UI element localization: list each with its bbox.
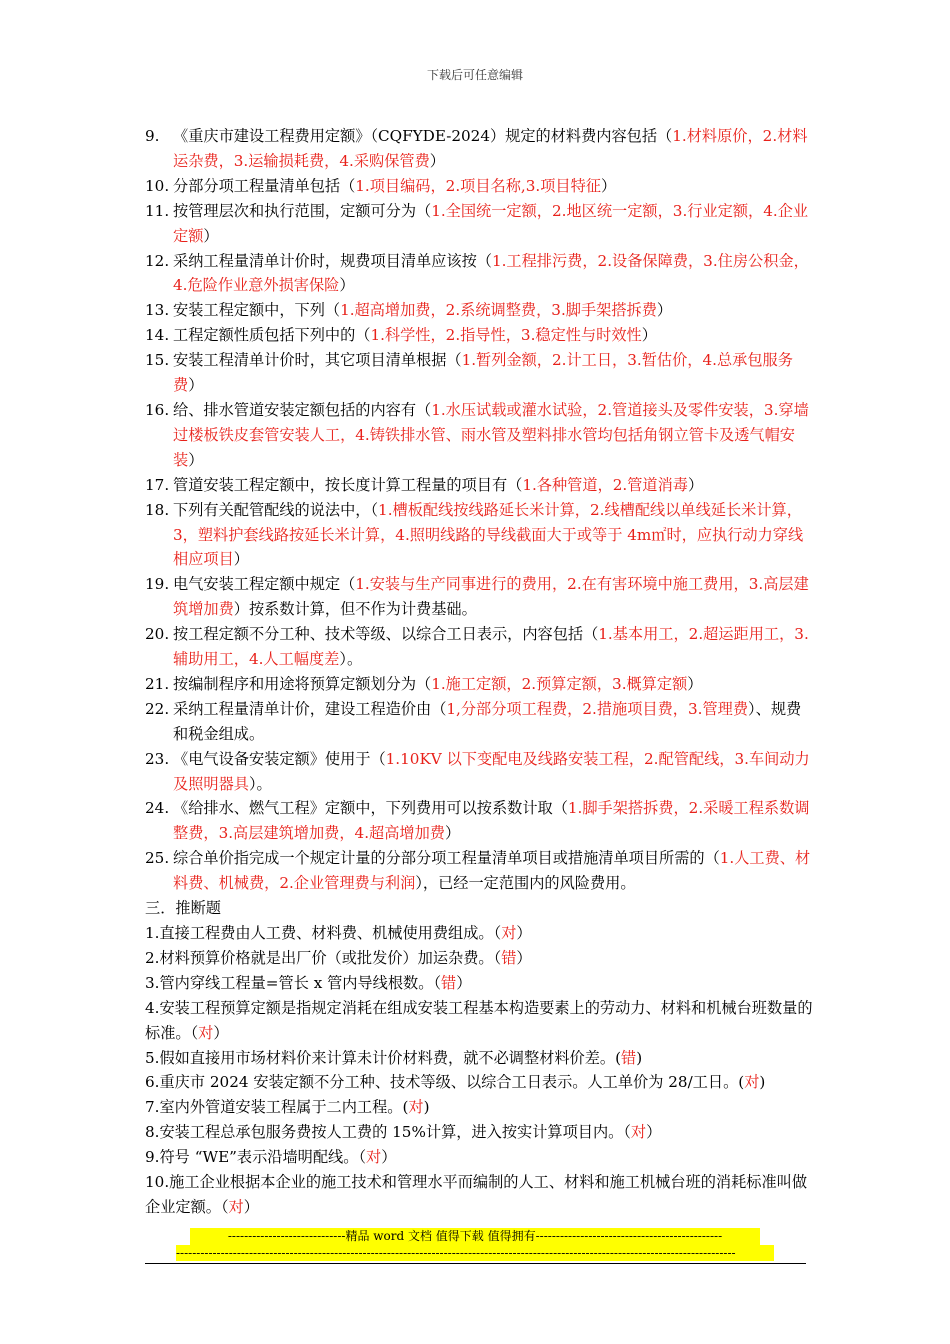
judgment-item [145, 971, 813, 996]
judgment-item [145, 921, 813, 946]
answer-text: 错 [621, 1048, 637, 1067]
answer-text: 对 [366, 1148, 382, 1167]
question-text: ） [381, 1148, 397, 1167]
answer-text: 1.各种管道，2.管道消毒 [522, 475, 688, 494]
judgment-item [145, 1170, 813, 1220]
question-text: ） [656, 301, 673, 320]
section-title: 三．推断题 [145, 899, 221, 918]
question-text: 下列有关配管配线的说法中，（ [173, 500, 379, 519]
page-header: 下载后可任意编辑 [426, 68, 523, 82]
list-item [145, 398, 813, 473]
question-text: 电气安装工程定额中规定（ [173, 575, 356, 594]
answer-text: 1,分部分项工程费，2.措施项目费，3.管理费 [446, 699, 749, 718]
multiple-choice-list [145, 124, 813, 896]
question-text: ） [687, 674, 703, 693]
list-item [145, 846, 813, 896]
item-number: 15. [145, 351, 170, 370]
question-text: ） [243, 1197, 259, 1216]
question-text: ）、规费和税金组成。 [173, 699, 802, 743]
list-item [145, 572, 813, 622]
question-text: 分部分项工程量清单包括（ [173, 176, 356, 195]
item-number: 25. [145, 849, 170, 868]
list-item [145, 672, 813, 697]
judgment-list [145, 921, 813, 1220]
answer-text: 1.材料原价，2.材料运杂费，3.运输损耗费，4.采购保管费 [173, 127, 808, 170]
answer-text: 对 [630, 1123, 647, 1142]
answer-text: 1.安装与生产同事进行的费用，2.在有害环境中施工费用，3.高层建筑增加费 [173, 575, 809, 619]
question-text: ）。 [248, 774, 272, 793]
answer-text: 1.施工定额，2.预算定额，3.概算定额 [431, 674, 688, 693]
answer-text: 1.水压试载或灌水试验，2.管道接头及零件安装，3.穿墙过楼板铁皮套管安装人工，4.铸铁排水管、雨水管及塑料排水管均包括角钢立管卡及透气帽安装 [173, 400, 809, 469]
item-number: 20. [145, 625, 170, 644]
list-item [145, 124, 813, 174]
question-text: 综合单价指完成一个规定计量的分部分项工程量清单项目或措施清单项目所需的（ [173, 849, 720, 868]
question-text: 1.直接工程费由人工费、材料费、机械使用费组成。（ [145, 924, 502, 942]
item-number: 10. [145, 176, 170, 195]
list-item [145, 498, 813, 573]
question-text: ） [233, 550, 249, 569]
question-text: 9.符号 “WE”表示沿墙明配线。（ [145, 1148, 367, 1167]
list-item [145, 174, 813, 199]
item-number: 19. [145, 575, 170, 594]
question-text: ) [636, 1048, 643, 1067]
answer-text: 对 [198, 1023, 214, 1042]
item-number: 23. [145, 749, 170, 768]
question-text: ） [646, 1123, 662, 1142]
item-number: 24. [145, 799, 170, 818]
judgment-item [145, 1070, 813, 1095]
item-number: 13. [145, 301, 170, 320]
answer-text: 1.槽板配线按线路延长米计算，2.线槽配线以单线延长米计算，3，塑料护套线路按延长米计算，4.照明线路的导线截面大于或等于 4m㎡时，应执行动力穿线相应项目 [173, 500, 804, 569]
footer-banner: -----------------------------精品 word 文档 值得下载 值得拥有---------------------------------------------- [190, 1228, 760, 1245]
list-item [145, 323, 813, 348]
question-text: 《电气设备安装定额》使用于（ [173, 749, 386, 768]
answer-text: 1.全国统一定额，2.地区统一定额，3.行业定额，4.企业定额 [173, 201, 809, 245]
question-text: 6.重庆市 2024 安装定额不分工种、技术等级、以综合工日表示。人工单价为 28/工日。( [145, 1073, 745, 1092]
question-text: 2.材料预算价格就是出厂价（或批发价）加运杂费。（ [145, 948, 502, 967]
question-text: ）按系数计算，但不作为计费基础。 [233, 600, 477, 619]
document-body [145, 124, 813, 1220]
question-text: ），已经一定范围内的风险费用。 [415, 874, 636, 893]
question-text: 按编制程序和用途将预算定额划分为（ [173, 674, 432, 693]
question-text: 工程定额性质包括下列中的（ [173, 326, 371, 345]
list-item [145, 796, 813, 846]
question-text: 采纳工程量清单计价，建设工程造价由（ [173, 699, 447, 718]
question-text: 管道安装工程定额中，按长度计算工程量的项目有（ [173, 475, 523, 494]
question-text: ) [423, 1098, 430, 1117]
question-text: ) [759, 1073, 766, 1092]
list-item [145, 298, 813, 323]
answer-text: 1.超高增加费，2.系统调整费，3.脚手架搭拆费 [340, 301, 657, 320]
question-text: 按工程定额不分工种、技术等级、以综合工日表示，内容包括（ [173, 625, 599, 644]
answer-text: 1.工程排污费，2.设备保障费，3.住房公积金，4.危险作业意外损害保险 [173, 251, 809, 295]
judgment-item [145, 1095, 813, 1120]
question-text: 8.安装工程总承包服务费按人工费的 15%计算，进入按实计算项目内。（ [145, 1123, 631, 1142]
question-text: 10.施工企业根据本企业的施工技术和管理水平而编制的人工、材料和施工机械台班的消耗标准叫做企业定额。（ [145, 1173, 808, 1216]
list-item [145, 697, 813, 747]
question-text: ） [188, 376, 204, 395]
question-text: ） [188, 450, 204, 469]
judgment-item [145, 1145, 813, 1170]
list-item [145, 249, 813, 299]
item-number: 17. [145, 475, 170, 494]
question-text: ） [687, 475, 704, 494]
answer-text: 1.项目编码，2.项目名称,3.项目特征 [355, 176, 601, 195]
footer-dash-line: ------------------------------------------------------------------------------------------------------------------------------------------ [176, 1245, 774, 1261]
question-text: 《给排水、燃气工程》定额中，下列费用可以按系数计取（ [173, 799, 568, 818]
question-text: ） [641, 326, 657, 345]
list-item [145, 622, 813, 672]
judgment-item [145, 1046, 813, 1071]
question-text: ）。 [339, 650, 363, 669]
answer-text: 1.人工费、材料费、机械费，2.企业管理费与利润 [173, 849, 811, 893]
item-number: 14. [145, 326, 170, 345]
question-text: 安装工程定额中，下列（ [173, 301, 341, 320]
question-text: 4.安装工程预算定额是指规定消耗在组成安装工程基本构造要素上的劳动力、材料和机械台班数量的标准。（ [145, 998, 813, 1042]
judgment-item [145, 996, 813, 1046]
question-text: 采纳工程量清单计价时，规费项目清单应该按（ [173, 251, 492, 270]
item-number: 16. [145, 400, 170, 419]
judgment-item [145, 946, 813, 971]
answer-text: 1.暂列金额，2.计工日，3.暂估价，4.总承包服务费 [173, 351, 793, 395]
item-number: 18. [145, 500, 170, 519]
list-item [145, 473, 813, 498]
list-item [145, 747, 813, 797]
item-number: 22. [145, 699, 170, 718]
question-text: 给、排水管道安装定额包括的内容有（ [173, 400, 432, 419]
item-number: 21. [145, 674, 170, 693]
question-text: ） [339, 276, 355, 295]
answer-text: 1.基本用工，2.超运距用工，3.辅助用工，4.人工幅度差 [173, 625, 809, 669]
answer-text: 1.科学性，2.指导性，3.稳定性与时效性 [370, 326, 642, 345]
question-text: ） [203, 226, 219, 245]
judgment-item [145, 1120, 813, 1145]
question-text: 3.管内穿线工程量=管长 x 管内导线根数。（ [145, 973, 442, 992]
question-text: ） [444, 824, 461, 843]
item-number: 11. [145, 201, 170, 220]
question-text: 《重庆市建设工程费用定额》（CQFYDE-2024）规定的材料费内容包括（ [173, 127, 673, 145]
footer-rule [145, 1263, 806, 1264]
question-text: ） [516, 924, 532, 942]
answer-text: 错 [441, 973, 457, 992]
answer-text: 错 [501, 948, 517, 967]
answer-text: 1.脚手架搭拆费，2.采暖工程系数调整费，3.高层建筑增加费，4.超高增加费 [173, 799, 810, 843]
question-text: ） [213, 1023, 229, 1042]
item-number: 9. [145, 127, 160, 145]
question-text: ） [429, 151, 445, 170]
list-item [145, 348, 813, 398]
answer-text: 对 [228, 1197, 244, 1216]
item-number: 12. [145, 251, 170, 270]
question-text: ） [601, 176, 617, 195]
answer-text: 对 [744, 1073, 760, 1092]
question-text: 安装工程清单计价时，其它项目清单根据（ [173, 351, 462, 370]
question-text: 5.假如直接用市场材料价来计算未计价材料费，就不必调整材料价差。( [145, 1048, 622, 1067]
question-text: ） [516, 948, 532, 967]
question-text: 按管理层次和执行范围，定额可分为（ [173, 201, 432, 220]
answer-text: 对 [501, 924, 517, 942]
list-item [145, 199, 813, 249]
question-text: ） [456, 973, 472, 992]
question-text: 7.室内外管道安装工程属于二内工程。( [145, 1098, 409, 1117]
answer-text: 1.10KV 以下变配电及线路安装工程，2.配管配线，3.车间动力及照明器具 [173, 749, 810, 793]
answer-text: 对 [408, 1098, 424, 1117]
